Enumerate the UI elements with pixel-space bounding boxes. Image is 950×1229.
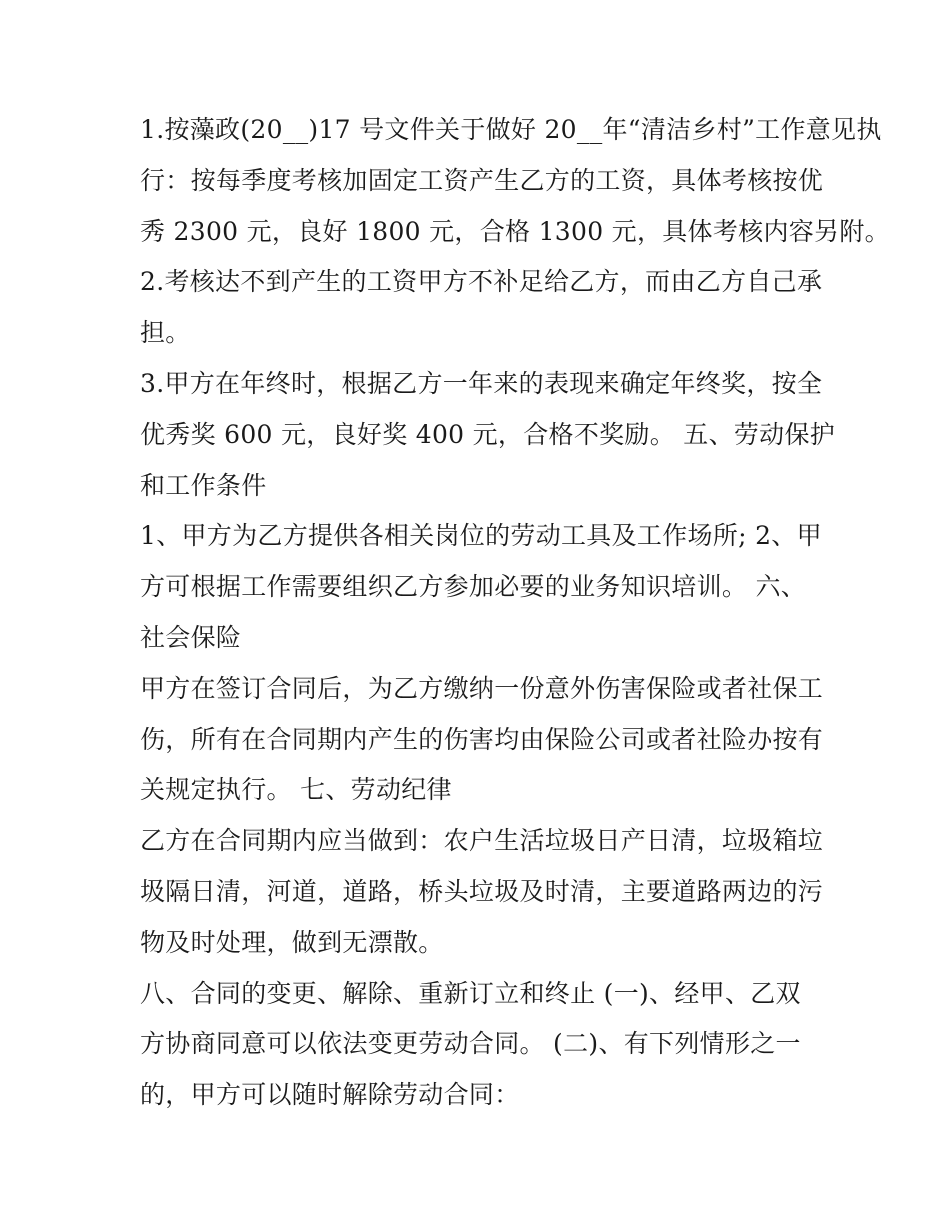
text-line: 1、甲方为乙方提供各相关岗位的劳动工具及工作场所; 2、甲 <box>140 521 822 551</box>
text-line: 行：按每季度考核加固定工资产生乙方的工资，具体考核按优 <box>140 165 824 195</box>
text-line: 乙方在合同期内应当做到：农户生活垃圾日产日清，垃圾箱垃 <box>140 826 824 856</box>
text-line: 伤，所有在合同期内产生的伤害均由保险公司或者社险办按有 <box>140 724 824 754</box>
text-line: 秀 2300 元，良好 1800 元，合格 1300 元，具体考核内容另附。 <box>140 216 890 246</box>
document-body <box>140 105 890 1121</box>
text-line: 2.考核达不到产生的工资甲方不补足给乙方，而由乙方自己承 <box>140 267 823 297</box>
text-line: 甲方在签订合同后，为乙方缴纳一份意外伤害保险或者社保工 <box>140 673 824 703</box>
text-line: 关规定执行。 七、劳动纪律 <box>140 775 452 805</box>
text-line: 的，甲方可以随时解除劳动合同： <box>140 1080 520 1110</box>
text-line: 和工作条件 <box>140 470 267 500</box>
text-line: 社会保险 <box>140 622 242 652</box>
text-line: 优秀奖 600 元，良好奖 400 元，合格不奖励。 五、劳动保护 <box>140 419 836 449</box>
text-line: 八、合同的变更、解除、重新订立和终止 (一)、经甲、乙双 <box>140 978 801 1008</box>
text-line: 担。 <box>140 318 191 348</box>
text-line: 物及时处理，做到无漂散。 <box>140 927 444 957</box>
text-line: 方协商同意可以依法变更劳动合同。 (二)、有下列情形之一 <box>140 1029 801 1059</box>
text-line: 1.按藻政(20__)17 号文件关于做好 20__年“清洁乡村”工作意见执 <box>140 115 882 144</box>
text-line: 方可根据工作需要组织乙方参加必要的业务知识培训。 六、 <box>140 572 807 602</box>
text-line: 3.甲方在年终时，根据乙方一年来的表现来确定年终奖，按全 <box>140 368 823 398</box>
text-line: 圾隔日清，河道，道路，桥头垃圾及时清，主要道路两边的污 <box>140 876 824 906</box>
